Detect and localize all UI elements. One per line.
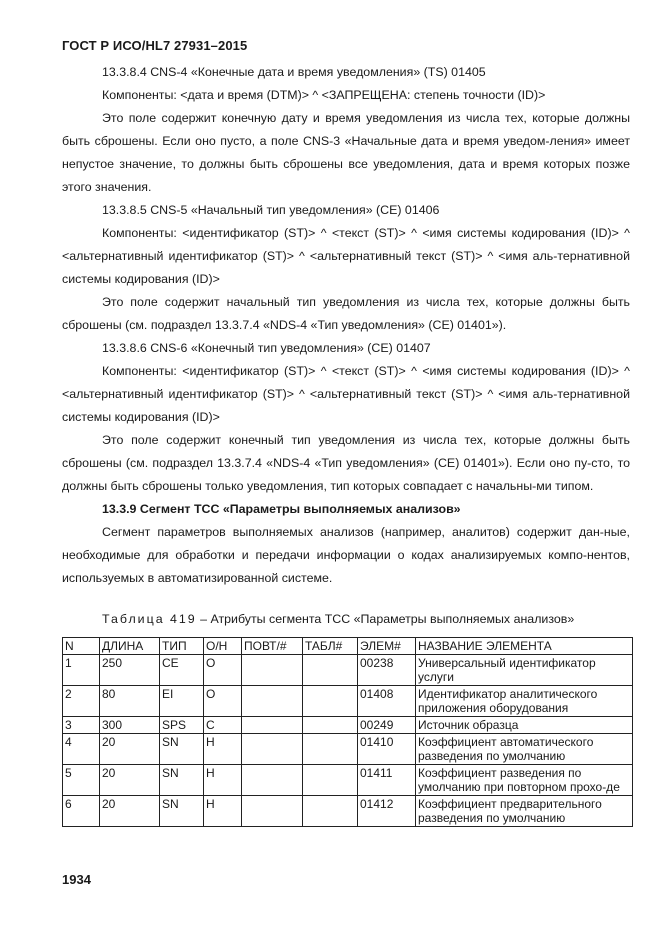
table-cell: 00249 xyxy=(358,717,416,734)
table-cell: 20 xyxy=(100,734,160,765)
table-cell: Коэффициент предварительного разведения по умолчанию xyxy=(416,796,633,827)
components-paragraph: Компоненты: <дата и время (DTM)> ^ <ЗАПРЕЩЕНА: степень точности (ID)> xyxy=(102,88,546,102)
table-cell xyxy=(303,796,358,827)
table-cell: 2 xyxy=(63,686,100,717)
segment-attributes-table xyxy=(62,637,633,827)
table-cell xyxy=(303,734,358,765)
table-cell xyxy=(242,686,303,717)
table-cell xyxy=(242,655,303,686)
table-cell xyxy=(242,734,303,765)
table-cell: Н xyxy=(204,765,242,796)
table-row xyxy=(63,717,633,734)
table-cell: Универсальный идентификатор услуги xyxy=(416,655,633,686)
table-cell: SPS xyxy=(160,717,204,734)
table-caption xyxy=(102,612,574,626)
table-cell: О xyxy=(204,655,242,686)
body-paragraph: Это поле содержит начальный тип уведомления из числа тех, которые должны быть сброшены (см. подраздел 13.3.7.4 «NDS-4 «Тип уведомления» (CE) 01401»). xyxy=(62,295,630,332)
column-header: НАЗВАНИЕ ЭЛЕМЕНТА xyxy=(416,638,633,655)
section-heading-13-3-8-6: 13.3.8.6 CNS-6 «Конечный тип уведомления» (CE) 01407 xyxy=(102,341,431,355)
column-header: ДЛИНА xyxy=(100,638,160,655)
table-cell: Источник образца xyxy=(416,717,633,734)
table-cell: SN xyxy=(160,734,204,765)
column-header: ТАБЛ# xyxy=(303,638,358,655)
table-cell: EI xyxy=(160,686,204,717)
table-cell: 01412 xyxy=(358,796,416,827)
table-cell xyxy=(303,655,358,686)
body-paragraph: Это поле содержит конечную дату и время уведомления из числа тех, которые должны быть сброшены. Если оно пусто, а поле CNS-3 «Начальные дата и время уведом-ления» имеет непустое значение, то должны быть сброшены все уведомления, дата и время которых позже этого значения. xyxy=(62,111,630,194)
body-paragraph: Это поле содержит конечный тип уведомления из числа тех, которые должны быть сброшены (см. подраздел 13.3.7.4 «NDS-4 «Тип уведомления» (CE) 01401»). Если оно пу-сто, то должны быть сброшены только уведомления, тип которых совпадает с начальны-ми типом. xyxy=(62,433,630,493)
section-heading-13-3-9: 13.3.9 Сегмент TCC «Параметры выполняемых анализов» xyxy=(102,502,461,516)
table-cell: 20 xyxy=(100,765,160,796)
table-cell xyxy=(242,765,303,796)
table-cell xyxy=(242,717,303,734)
column-header: ЭЛЕМ# xyxy=(358,638,416,655)
page-number: 1934 xyxy=(62,872,91,887)
table-cell: 01410 xyxy=(358,734,416,765)
table-row xyxy=(63,765,633,796)
table-cell: Идентификатор аналитического приложения оборудования xyxy=(416,686,633,717)
table-cell: Н xyxy=(204,734,242,765)
table-row xyxy=(63,796,633,827)
components-paragraph: Компоненты: <идентификатор (ST)> ^ <текст (ST)> ^ <имя системы кодирования (ID)> ^ <альтернативный идентификатор (ST)> ^ <альтернативный текст (ST)> ^ <имя аль-тернативной системы кодирования (ID)> xyxy=(62,226,630,286)
table-caption-label: Таблица 419 xyxy=(102,612,197,626)
table-cell: CE xyxy=(160,655,204,686)
table-cell: 20 xyxy=(100,796,160,827)
table-cell xyxy=(303,686,358,717)
table-header-row xyxy=(63,638,633,655)
table-cell: Н xyxy=(204,796,242,827)
table-cell: 1 xyxy=(63,655,100,686)
table-cell: 5 xyxy=(63,765,100,796)
body-paragraph: Сегмент параметров выполняемых анализов (например, аналитов) содержит дан-ные, необходимые для обработки и передачи информации о кодах анализируемых компо-нентов, используемых в автоматизированной системе. xyxy=(62,525,630,585)
column-header: N xyxy=(63,638,100,655)
table-caption-text: – Атрибуты сегмента TCC «Параметры выполняемых анализов» xyxy=(196,612,575,626)
table-cell: 80 xyxy=(100,686,160,717)
table-cell xyxy=(242,796,303,827)
table-cell xyxy=(303,717,358,734)
table-cell: 250 xyxy=(100,655,160,686)
document-header: ГОСТ Р ИСО/HL7 27931–2015 xyxy=(62,38,248,53)
table-cell: 4 xyxy=(63,734,100,765)
components-paragraph: Компоненты: <идентификатор (ST)> ^ <текст (ST)> ^ <имя системы кодирования (ID)> ^ <альтернативный идентификатор (ST)> ^ <альтернативный текст (ST)> ^ <имя аль-тернативной системы кодирования (ID)> xyxy=(62,364,630,424)
section-heading-13-3-8-4: 13.3.8.4 CNS-4 «Конечные дата и время уведомления» (TS) 01405 xyxy=(102,65,486,79)
table-row xyxy=(63,655,633,686)
table-row xyxy=(63,734,633,765)
table-cell: 300 xyxy=(100,717,160,734)
table-cell: Коэффициент автоматического разведения по умолчанию xyxy=(416,734,633,765)
table-cell xyxy=(303,765,358,796)
column-header: ТИП xyxy=(160,638,204,655)
table-cell: 6 xyxy=(63,796,100,827)
column-header: О/Н xyxy=(204,638,242,655)
table-cell: Коэффициент разведения по умолчанию при повторном прохо-де xyxy=(416,765,633,796)
document-body xyxy=(62,61,630,590)
table-cell: 00238 xyxy=(358,655,416,686)
table-cell: SN xyxy=(160,796,204,827)
table-cell: SN xyxy=(160,765,204,796)
table-cell: 01411 xyxy=(358,765,416,796)
table-row xyxy=(63,686,633,717)
table-cell: 3 xyxy=(63,717,100,734)
table-cell: 01408 xyxy=(358,686,416,717)
section-heading-13-3-8-5: 13.3.8.5 CNS-5 «Начальный тип уведомления» (CE) 01406 xyxy=(102,203,440,217)
table-cell: С xyxy=(204,717,242,734)
table-cell: О xyxy=(204,686,242,717)
column-header: ПОВТ/# xyxy=(242,638,303,655)
